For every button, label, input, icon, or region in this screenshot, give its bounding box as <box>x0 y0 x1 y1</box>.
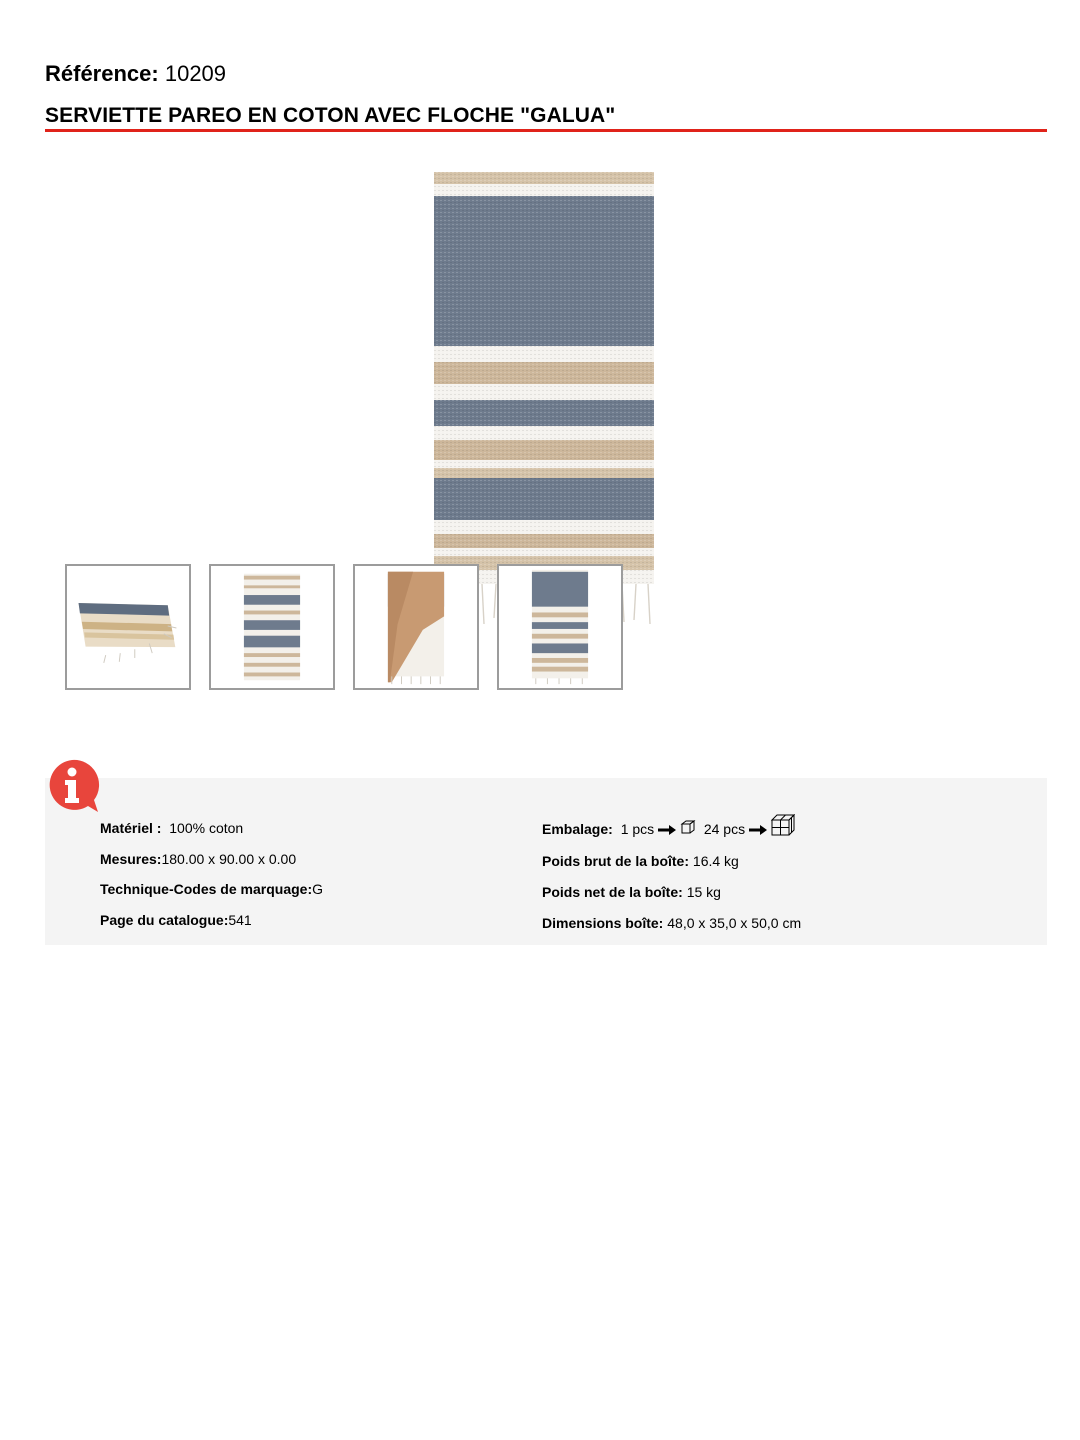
spec-catalog-page <box>100 911 252 929</box>
reference-value: 10209 <box>164 61 227 86</box>
spec-box-dimensions-label: Dimensions boîte: <box>542 915 664 931</box>
spec-box-dimensions-value: 48,0 x 35,0 x 50,0 cm <box>667 915 802 931</box>
spec-marking <box>100 880 323 898</box>
reference-label: Référence: <box>45 61 159 86</box>
thumbnail-2[interactable] <box>209 564 335 690</box>
spec-catalog-page-label: Page du catalogue: <box>100 912 229 928</box>
main-product-image <box>432 172 656 628</box>
spec-marking-value: G <box>312 881 323 897</box>
thumbnail-1[interactable] <box>65 564 191 690</box>
spec-gross-weight-label: Poids brut de la boîte: <box>542 853 690 869</box>
boxes-icon <box>771 814 795 836</box>
spec-packaging-inner: 1 pcs <box>620 821 655 837</box>
spec-measures-value: 180.00 x 90.00 x 0.00 <box>161 851 297 867</box>
spec-measures <box>100 850 296 868</box>
spec-packaging-outer: 24 pcs <box>703 821 746 837</box>
spec-gross-weight-value: 16.4 kg <box>692 853 739 869</box>
product-title: SERVIETTE PAREO EN COTON AVEC FLOCHE "GALUA" <box>45 104 616 127</box>
spec-net-weight <box>542 883 721 901</box>
box-icon <box>680 819 696 835</box>
spec-gross-weight <box>542 852 739 870</box>
reference-line <box>45 60 226 88</box>
spec-catalog-page-value: 541 <box>228 912 252 928</box>
info-icon <box>46 758 102 814</box>
arrow-right-icon <box>749 825 767 835</box>
spec-packaging <box>542 820 795 838</box>
spec-net-weight-label: Poids net de la boîte: <box>542 884 683 900</box>
spec-material <box>100 819 243 837</box>
arrow-right-icon <box>658 825 676 835</box>
spec-net-weight-value: 15 kg <box>686 884 721 900</box>
spec-box-dimensions <box>542 914 801 932</box>
title-divider <box>45 129 1047 132</box>
spec-marking-label: Technique-Codes de marquage: <box>100 881 313 897</box>
spec-packaging-label: Embalage: <box>542 821 613 837</box>
thumbnail-3[interactable] <box>353 564 479 690</box>
spec-measures-label: Mesures: <box>100 851 162 867</box>
spec-material-value: 100% coton <box>161 820 244 836</box>
spec-material-label: Matériel : <box>100 820 162 836</box>
thumbnail-4[interactable] <box>497 564 623 690</box>
